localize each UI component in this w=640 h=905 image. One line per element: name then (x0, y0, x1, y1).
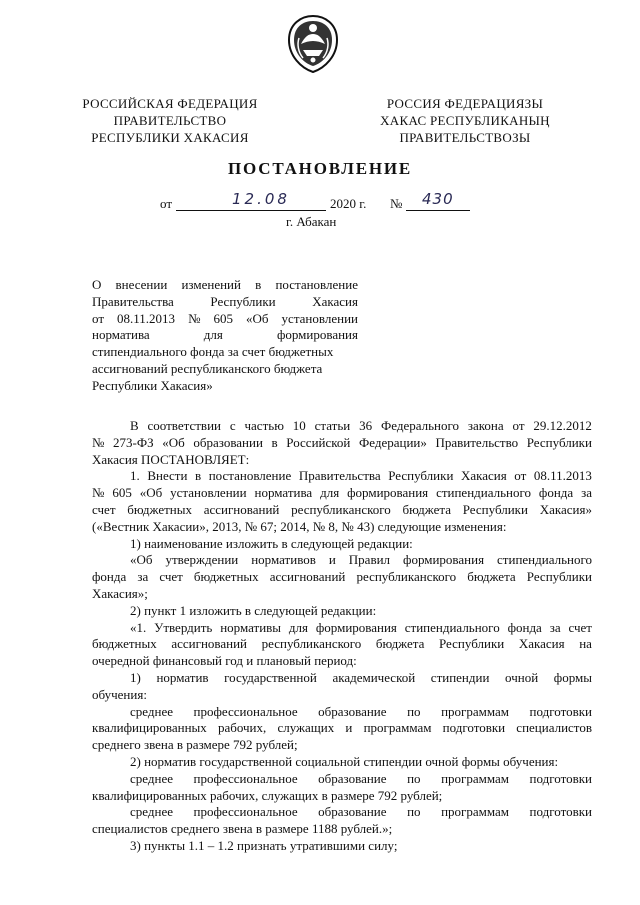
body-word: бюджета (402, 501, 451, 517)
body-word: Республики (526, 569, 592, 585)
body-word: Правил (348, 552, 391, 568)
body-line: 2) пункт 1 изложить в следующей редакции: (130, 602, 377, 618)
subject-word: установлении (281, 310, 358, 326)
body-word: образовании (193, 434, 263, 450)
subject-word: для (203, 327, 223, 343)
body-word: программам (441, 804, 509, 820)
body-word: среднее (130, 770, 173, 786)
body-word: республиканского (291, 501, 391, 517)
body-word: по (407, 703, 421, 719)
body-line: 2) норматив государственной социальной стипендии очной формы обучения: (130, 753, 559, 769)
body-word: программам (363, 720, 432, 736)
body-line (92, 468, 592, 485)
body-word: для (288, 619, 308, 635)
body-word: за (581, 485, 592, 501)
subject-line: Республики Хакасия» (92, 377, 213, 393)
body-word: соответствии (147, 418, 221, 433)
body-word: государственной (224, 669, 317, 685)
body-word: бюджетных (127, 501, 192, 517)
body-line (92, 418, 592, 435)
body-line (92, 569, 592, 586)
subject-word: в (255, 277, 262, 292)
body-word: профессиональное (193, 770, 298, 786)
body-line: обучения: (92, 686, 147, 702)
document-subject (92, 277, 358, 395)
body-line: квалифицированных рабочих, служащих в размере 792 рублей; (92, 787, 443, 803)
body-word: № (92, 434, 105, 450)
subject-word: формирования (276, 327, 358, 343)
body-word: норматив (156, 669, 209, 685)
handwritten-date: 12.08 (232, 190, 290, 208)
subject-line: стипендиального фонда за счет бюджетных (92, 344, 334, 360)
subject-word: норматива (92, 327, 150, 343)
body-word: 10 (292, 418, 306, 433)
subject-word: от (92, 310, 105, 326)
body-word: 1. (130, 468, 140, 484)
body-word: специалистов (516, 720, 592, 736)
body-word: по (407, 804, 421, 820)
body-word: норматива (254, 485, 313, 501)
body-word: рабочих, (217, 720, 267, 736)
body-line (92, 670, 592, 687)
body-word: подготовки (529, 804, 592, 820)
subject-word: Хакасия (312, 293, 358, 309)
body-word: счет (568, 619, 592, 635)
dateline-prefix: от (160, 196, 173, 211)
body-word: ассигнований (203, 501, 280, 517)
body-word: профессиональное (193, 804, 298, 820)
header-left-line: РЕСПУБЛИКИ ХАКАСИЯ (91, 130, 249, 145)
body-word: Федерации» (358, 434, 427, 450)
body-word: ассигнований (171, 636, 248, 652)
body-word: среднее (130, 804, 173, 820)
body-word: подготовки (529, 770, 592, 786)
subject-word: О (92, 277, 102, 292)
body-word: республиканского (356, 569, 457, 585)
subject-word: постановление (275, 277, 358, 292)
body-word: квалифицированных (92, 720, 207, 736)
body-word: очной (505, 669, 539, 685)
body-word: нормативы (220, 619, 282, 635)
body-word: бюджетных (193, 569, 259, 585)
body-word: Республики (526, 434, 592, 450)
body-word: Правительства (298, 468, 381, 484)
subject-word: Правительства (92, 293, 174, 309)
body-word: республиканского (261, 636, 362, 652)
body-word: за (549, 619, 561, 635)
body-word: утверждении (165, 552, 239, 568)
body-word: установлении (170, 485, 247, 501)
subject-word: 08.11.2013 (117, 310, 176, 326)
body-word: образование (318, 770, 387, 786)
body-line: специалистов среднего звена в размере 1188 рублей.»; (92, 821, 393, 837)
city-name: г. Абакан (286, 214, 337, 229)
header-left-line: ПРАВИТЕЛЬСТВО (113, 113, 227, 128)
body-word: по (407, 770, 421, 786)
body-word: «Об (130, 552, 153, 568)
body-line: очередной финансовый год и плановый период: (92, 653, 357, 669)
body-word: частью (244, 418, 284, 433)
body-line: Хакасия»; (92, 585, 148, 601)
number-sign: № (390, 196, 403, 211)
header-right-line: ХАКАС РЕСПУБЛИКАНЫҢ (380, 113, 550, 128)
header-left (70, 95, 270, 146)
body-word: в (195, 468, 202, 484)
body-word: 1) (130, 669, 141, 685)
body-word: стипендиального (497, 552, 592, 568)
body-word: счет (159, 569, 183, 585)
body-word: «1. (130, 619, 147, 635)
header-right-line: ПРАВИТЕЛЬСТВОЗЫ (399, 130, 531, 145)
subject-word: «Об (246, 310, 269, 326)
body-word: Республики (462, 501, 528, 517)
coat-of-arms-emblem-icon (285, 14, 341, 74)
subject-line (92, 311, 358, 328)
body-line: 1) наименование изложить в следующей редакции: (130, 535, 413, 551)
body-word: фонда (538, 485, 574, 501)
body-word: 08.11.2013 (533, 468, 592, 484)
number-underline (406, 210, 470, 211)
body-line (92, 636, 592, 653)
dateline (160, 190, 500, 216)
body-word: стипендиального (404, 619, 500, 635)
body-word: Российской (286, 434, 351, 450)
subject-word: изменений (181, 277, 241, 292)
body-word: формирования (347, 485, 429, 501)
body-word: Правительство (435, 434, 519, 450)
body-word: Хакасия (518, 636, 565, 652)
subject-line (92, 277, 358, 294)
body-word: образование (318, 703, 387, 719)
body-line (92, 704, 592, 721)
body-word: Республики (439, 636, 505, 652)
body-word: образование (318, 804, 387, 820)
dateline-year: 2020 г. (330, 196, 367, 211)
body-word: Утвердить (154, 619, 213, 635)
body-word: профессиональное (193, 703, 298, 719)
body-word: «Об (139, 485, 163, 501)
subject-word: 605 (213, 310, 233, 326)
body-word: 36 (359, 418, 373, 433)
body-line: («Вестник Хакасии», 2013, № 67; 2014, № 8, № 43) следующие изменения: (92, 518, 507, 534)
body-word: Хакасия» (539, 501, 592, 517)
body-line: 3) пункты 1.1 – 1.2 признать утратившими силу; (130, 837, 398, 853)
body-line (92, 435, 592, 452)
header-left-line: РОССИЙСКАЯ ФЕДЕРАЦИЯ (82, 96, 258, 111)
body-line: среднего звена в размере 792 рублей; (92, 737, 298, 753)
body-word: в (271, 434, 278, 450)
body-word: постановление (208, 468, 292, 484)
body-line: Хакасия ПОСТАНОВЛЯЕТ: (92, 451, 250, 467)
header-right-line: РОССИЯ ФЕДЕРАЦИЯЗЫ (386, 96, 544, 111)
date-underline (176, 210, 326, 211)
handwritten-number: 430 (422, 190, 454, 208)
body-word: Внести (147, 468, 188, 484)
body-word: 605 (112, 485, 132, 501)
body-word: счет (92, 501, 116, 517)
body-word: подготовки (442, 720, 506, 736)
body-word: ассигнований (269, 569, 346, 585)
body-word: № (92, 485, 105, 501)
body-word: от (512, 418, 525, 433)
body-word: и (328, 552, 336, 568)
body-word: фонда (92, 569, 127, 585)
body-word: стипендиального (436, 485, 531, 501)
body-word: 29.12.2012 (533, 418, 592, 433)
subject-word: № (188, 310, 201, 326)
body-word: Хакасия (460, 468, 507, 484)
body-word: формирования (315, 619, 397, 635)
body-line (92, 720, 592, 737)
body-word: закона (467, 418, 504, 433)
body-word: среднее (130, 703, 173, 719)
body-line (92, 552, 592, 569)
body-word: стипендии (430, 669, 490, 685)
subject-word: Республики (210, 293, 276, 309)
body-word: бюджета (467, 569, 516, 585)
subject-line: ассигнований республиканского бюджета (92, 360, 323, 376)
body-line (92, 502, 592, 519)
body-word: 273-ФЗ (113, 434, 154, 450)
body-word: «Об (162, 434, 185, 450)
body-word: статьи (314, 418, 351, 433)
body-word: подготовки (529, 703, 592, 719)
body-word: формирования (403, 552, 485, 568)
body-word: программам (441, 770, 509, 786)
body-line (92, 771, 592, 788)
body-word: с (229, 418, 236, 433)
body-word: и (345, 720, 353, 736)
body-line (92, 804, 592, 821)
body-word: служащих (277, 720, 335, 736)
subject-line (92, 294, 358, 311)
body-word: Федерального (380, 418, 459, 433)
document-body (92, 418, 592, 855)
body-word: на (579, 636, 592, 652)
body-word: нормативов (251, 552, 316, 568)
body-line (92, 485, 592, 502)
document-title: ПОСТАНОВЛЕНИЕ (227, 159, 413, 178)
body-word: бюджетных (92, 636, 157, 652)
subject-word: внесении (115, 277, 168, 292)
body-line (92, 620, 592, 637)
body-word: за (137, 569, 149, 585)
body-word: бюджета (375, 636, 425, 652)
body-word: программам (441, 703, 509, 719)
body-word: Республики (388, 468, 454, 484)
subject-line (92, 327, 358, 344)
body-word: академической (332, 669, 416, 685)
body-word: от (514, 468, 527, 484)
body-word: для (320, 485, 340, 501)
body-word: фонда (507, 619, 542, 635)
body-word: В (130, 418, 139, 433)
body-word: формы (553, 669, 592, 685)
header-right (360, 95, 570, 146)
